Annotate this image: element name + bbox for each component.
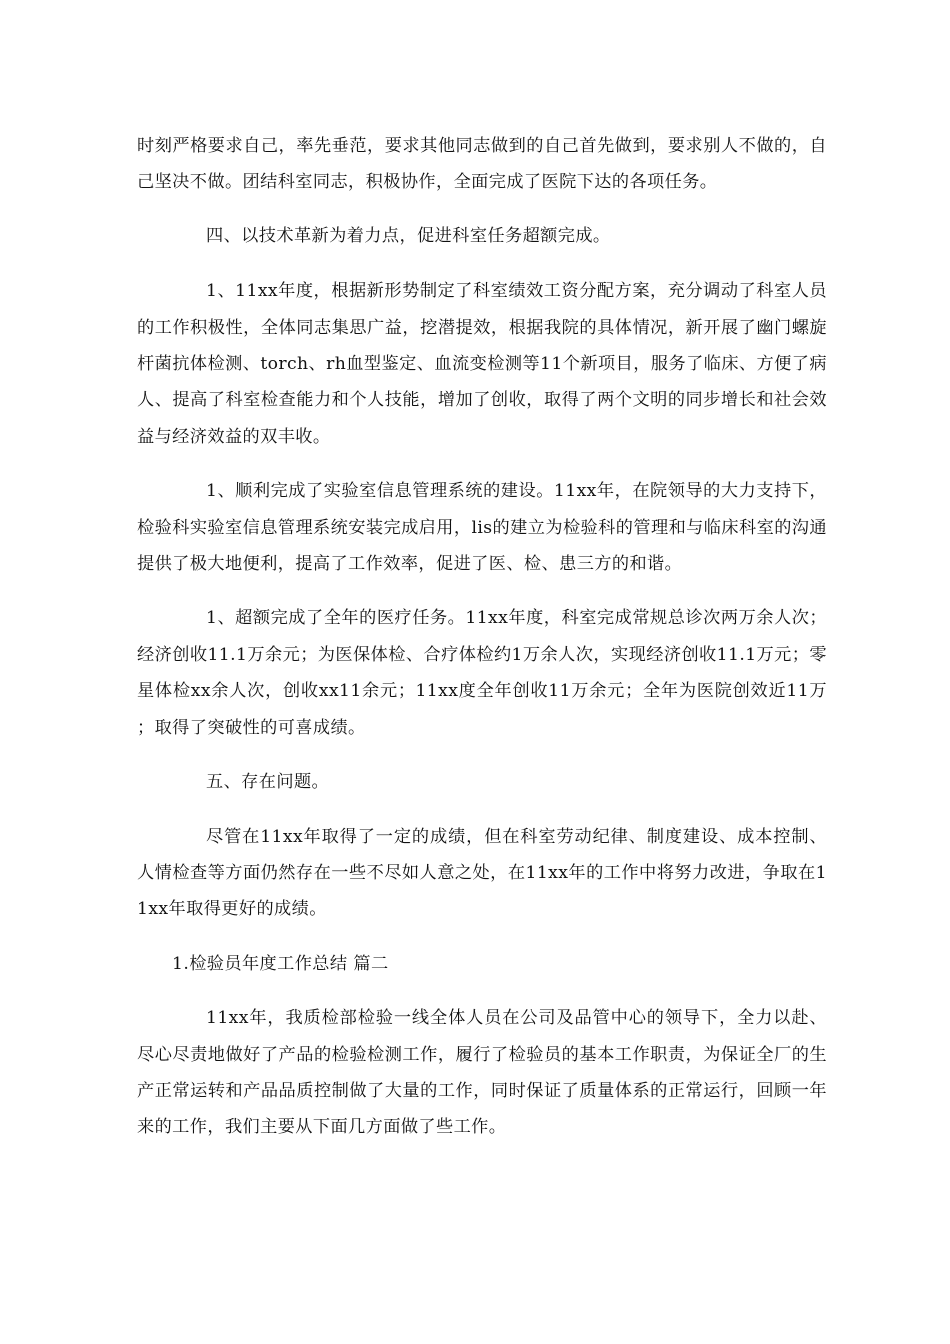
paragraph-continuation: 时刻严格要求自己，率先垂范，要求其他同志做到的自己首先做到，要求别人不做的，自己坚决不做。团结科室同志，积极协作，全面完成了医院下达的各项任务。: [137, 136, 827, 193]
section-heading-four: 四、以技术革新为着力点，促进科室任务超额完成。: [206, 225, 611, 246]
paragraph-medical-tasks: 1、超额完成了全年的医疗任务。11xx年度，科室完成常规总诊次两万余人次；经济创收11.1万余元；为医保体检、合疗体检约1万余人次，实现经济创收11.1万元；零星体检xx余人次，创收xx11余元；11xx度全年创收11万余元；全年为医院创效近11万；取得了突破性的可喜成绩。: [137, 608, 827, 738]
paragraph-problems: 尽管在11xx年取得了一定的成绩，但在科室劳动纪律、制度建设、成本控制、人情检查等方面仍然存在一些不尽如人意之处，在11xx年的工作中将努力改进，争取在11xx年取得更好的成绩。: [137, 826, 827, 920]
section-heading-five: 五、存在问题。: [206, 772, 330, 793]
paragraph-lis-system: 1、顺利完成了实验室信息管理系统的建设。11xx年，在院领导的大力支持下，检验科实验室信息管理系统安装完成启用，lis的建立为检验科的管理和与临床科室的沟通提供了极大地便利，提高了工作效率，促进了医、检、患三方的和谐。: [137, 481, 827, 575]
document-page: [137, 128, 827, 1146]
article-title-part-two: 1.检验员年度工作总结 篇二: [172, 953, 389, 974]
paragraph-inspection-work: 11xx年，我质检部检验一线全体人员在公司及品管中心的领导下，全力以赴、尽心尽责地做好了产品的检验检测工作，履行了检验员的基本工作职责，为保证全厂的生产正常运转和产品品质控制做了大量的工作，同时保证了质量体系的正常运行，回顾一年来的工作，我们主要从下面几方面做了些工作。: [137, 1008, 827, 1138]
paragraph-performance-plan: 1、11xx年度，根据新形势制定了科室绩效工资分配方案，充分调动了科室人员的工作积极性，全体同志集思广益，挖潜提效，根据我院的具体情况，新开展了幽门螺旋杆菌抗体检测、torch、rh血型鉴定、血流变检测等11个新项目，服务了临床、方便了病人、提高了科室检查能力和个人技能，增加了创收，取得了两个文明的同步增长和社会效益与经济效益的双丰收。: [137, 281, 827, 447]
